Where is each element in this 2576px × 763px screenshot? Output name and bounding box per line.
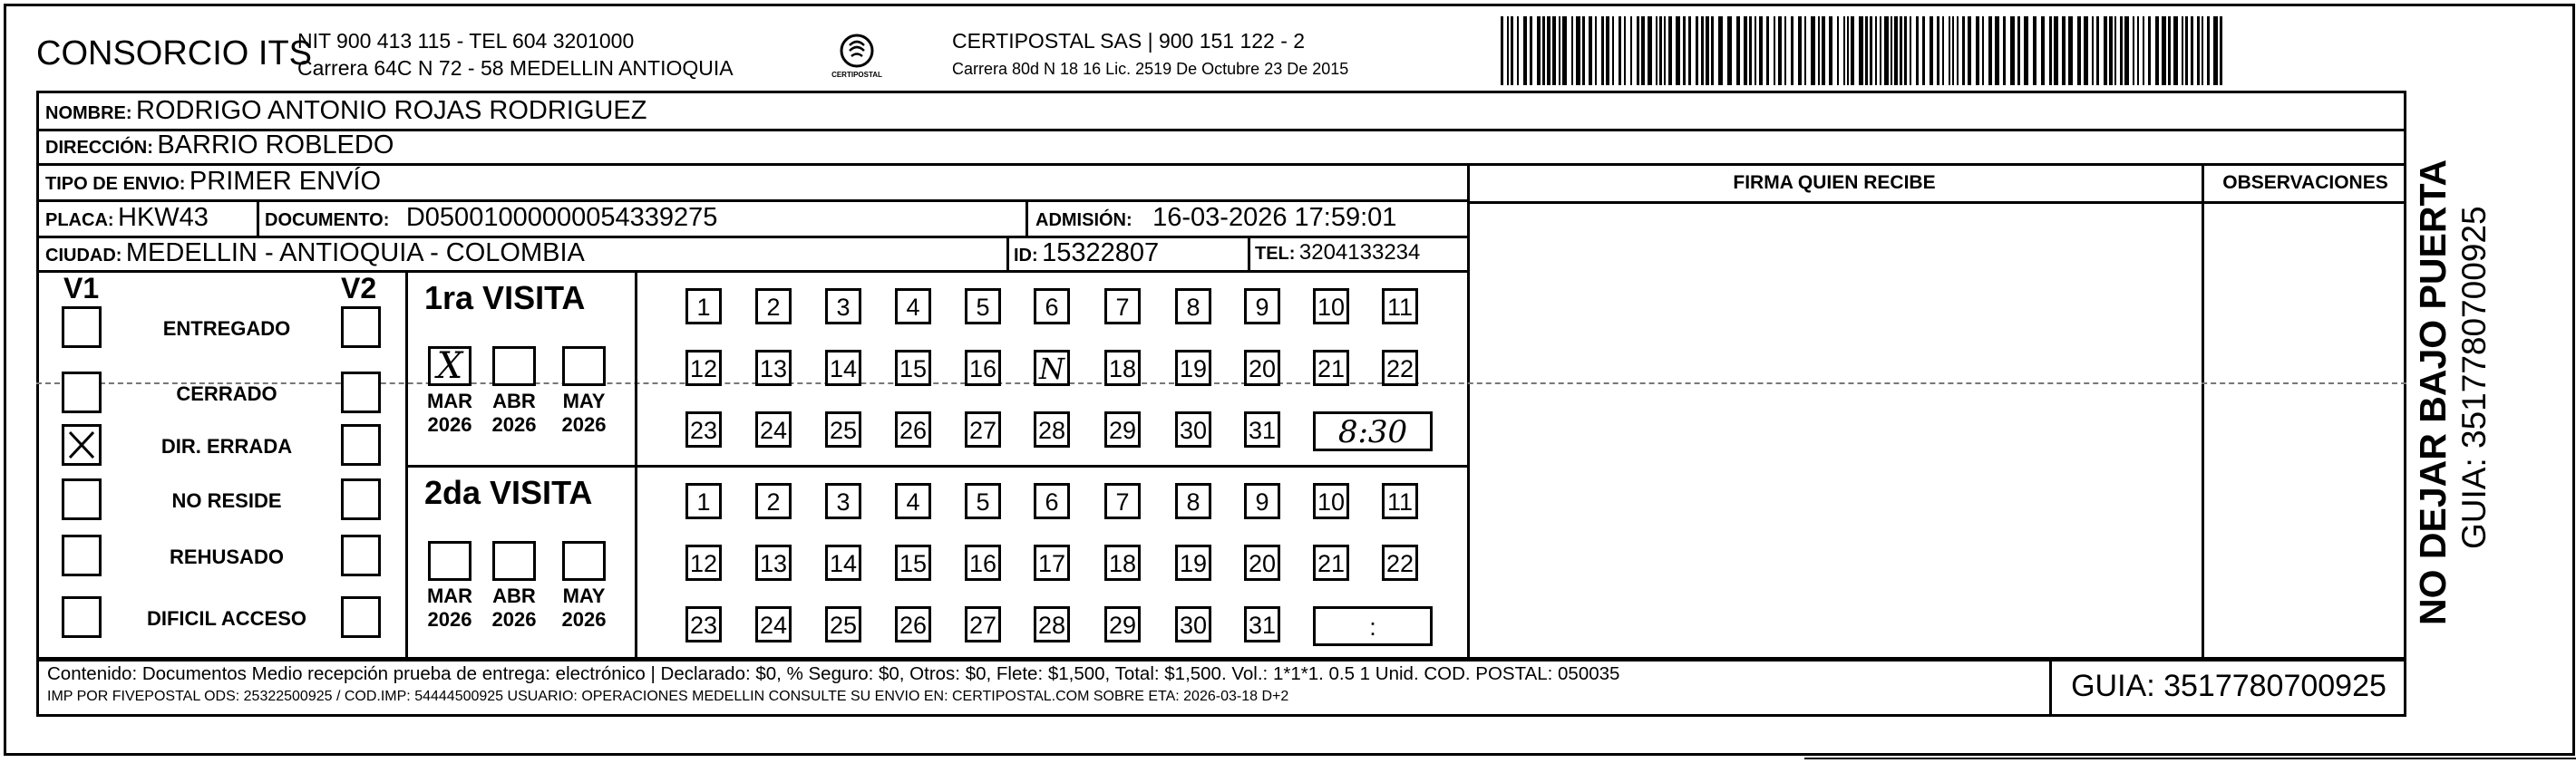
day-box[interactable]: 27 xyxy=(965,411,1001,448)
v1-checkbox[interactable] xyxy=(62,424,102,466)
month-label: MAR 2026 xyxy=(426,390,473,436)
tel-label: TEL: xyxy=(1255,244,1296,264)
day-box[interactable]: 25 xyxy=(825,606,861,642)
company-address: Carrera 64C N 72 - 58 MEDELLIN ANTIOQUIA xyxy=(297,56,734,80)
day-box[interactable]: 4 xyxy=(895,288,931,324)
carrier-line: CERTIPOSTAL SAS | 900 151 122 - 2 xyxy=(952,29,1306,53)
day-box[interactable]: 6 xyxy=(1034,483,1070,519)
day-box[interactable]: 11 xyxy=(1382,288,1418,324)
day-box[interactable]: 29 xyxy=(1104,606,1141,642)
day-box[interactable]: 30 xyxy=(1175,411,1211,448)
v2-checkbox[interactable] xyxy=(341,478,381,520)
day-box[interactable]: 17 xyxy=(1034,545,1070,581)
day-box[interactable]: 19 xyxy=(1175,350,1211,386)
status-label: DIFICIL ACCESO xyxy=(146,607,306,630)
day-box[interactable]: 28 xyxy=(1034,411,1070,448)
month-checkbox[interactable] xyxy=(562,346,606,386)
v1-checkbox[interactable] xyxy=(62,478,102,520)
month-checkbox[interactable] xyxy=(428,541,471,581)
v1-checkbox[interactable] xyxy=(62,596,102,638)
day-box[interactable]: 23 xyxy=(685,411,722,448)
visit-title: 2da VISITA xyxy=(424,474,593,511)
month-label: ABR 2026 xyxy=(491,390,537,436)
status-label: ENTREGADO xyxy=(162,317,291,340)
day-box[interactable]: 7 xyxy=(1104,288,1141,324)
v1-checkbox[interactable] xyxy=(62,306,102,348)
status-label: DIR. ERRADA xyxy=(160,435,293,458)
status-label: CERRADO xyxy=(176,382,277,405)
v2-checkbox[interactable] xyxy=(341,596,381,638)
status-label: REHUSADO xyxy=(170,546,284,568)
status-label: NO RESIDE xyxy=(171,489,282,512)
day-box[interactable]: 26 xyxy=(895,606,931,642)
day-box[interactable]: 21 xyxy=(1313,545,1349,581)
day-box[interactable]: 5 xyxy=(965,483,1001,519)
day-box[interactable]: 14 xyxy=(825,545,861,581)
tipo-envio-value: PRIMER ENVÍO xyxy=(189,167,382,196)
day-box[interactable]: 8 xyxy=(1175,288,1211,324)
tel-value: 3204133234 xyxy=(1298,240,1421,265)
v2-checkbox[interactable] xyxy=(341,306,381,348)
day-box[interactable]: 30 xyxy=(1175,606,1211,642)
placa-value: HKW43 xyxy=(118,203,209,232)
day-box[interactable]: 16 xyxy=(965,545,1001,581)
time-box[interactable]: : xyxy=(1313,606,1433,646)
day-box[interactable]: 7 xyxy=(1104,483,1141,519)
day-box[interactable]: 2 xyxy=(755,288,792,324)
day-box[interactable]: 24 xyxy=(755,606,792,642)
day-box[interactable]: 23 xyxy=(685,606,722,642)
day-box[interactable]: 21 xyxy=(1313,350,1349,386)
month-mark: X xyxy=(436,345,463,387)
day-box[interactable]: 6 xyxy=(1034,288,1070,324)
carrier-address: Carrera 80d N 18 16 Lic. 2519 De Octubre 23 De 2015 xyxy=(952,60,1349,78)
day-box[interactable]: 3 xyxy=(825,288,861,324)
day-box[interactable]: 20 xyxy=(1244,545,1280,581)
id-value: 15322807 xyxy=(1042,238,1160,267)
day-box[interactable]: 1 xyxy=(685,483,722,519)
day-box[interactable]: 4 xyxy=(895,483,931,519)
firma-heading: FIRMA QUIEN RECIBE xyxy=(1733,172,1936,193)
day-box[interactable]: 14 xyxy=(825,350,861,386)
footer-guia: GUIA: 3517780700925 xyxy=(2071,669,2386,703)
day-box[interactable]: 11 xyxy=(1382,483,1418,519)
day-box[interactable]: 10 xyxy=(1313,288,1349,324)
documento-value: D05001000000054339275 xyxy=(405,203,718,232)
v1-checkbox[interactable] xyxy=(62,372,102,413)
imp-text: IMP POR FIVEPOSTAL ODS: 25322500925 / COD.IMP: 54444500925 USUARIO: OPERACIONES MEDELLIN CONSULTE SU ENVIO EN: CERTIPOSTAL.COM SOBRE ETA: 2026-03-18 D+2 xyxy=(47,689,1289,704)
month-checkbox[interactable] xyxy=(492,346,536,386)
v2-checkbox[interactable] xyxy=(341,535,381,576)
day-box[interactable]: 13 xyxy=(755,350,792,386)
month-label: MAY 2026 xyxy=(561,584,607,631)
direccion-value: BARRIO ROBLEDO xyxy=(157,130,394,159)
day-box[interactable]: N xyxy=(1034,350,1070,386)
company-name: CONSORCIO ITS xyxy=(36,34,313,72)
side-warning: NO DEJAR BAJO PUERTA xyxy=(2412,159,2454,625)
placa-label: PLACA: xyxy=(45,210,114,230)
day-box[interactable]: 15 xyxy=(895,545,931,581)
month-checkbox[interactable] xyxy=(562,541,606,581)
v1-checkbox[interactable] xyxy=(62,535,102,576)
day-box[interactable]: 1 xyxy=(685,288,722,324)
day-box[interactable]: 9 xyxy=(1244,483,1280,519)
month-checkbox[interactable] xyxy=(428,346,471,386)
day-box[interactable]: 12 xyxy=(685,545,722,581)
day-box[interactable]: 2 xyxy=(755,483,792,519)
day-box[interactable]: 18 xyxy=(1104,350,1141,386)
v1-heading: V1 xyxy=(63,272,100,304)
ciudad-value: MEDELLIN - ANTIOQUIA - COLOMBIA xyxy=(125,238,585,267)
day-box[interactable]: 27 xyxy=(965,606,1001,642)
contenido-text: Contenido: Documentos Medio recepción prueba de entrega: electrónico | Declarado: $0, % Seguro: $0, Otros: $0, Flete: $1,500, Total: $1,500. Vol.: 1*1*1. 0.5 1 Unid. COD. POSTAL: 050035 xyxy=(47,663,1620,684)
certipostal-logo xyxy=(830,31,884,85)
day-box[interactable]: 28 xyxy=(1034,606,1070,642)
day-box[interactable]: 31 xyxy=(1244,411,1280,448)
day-box[interactable]: 12 xyxy=(685,350,722,386)
day-box[interactable]: 18 xyxy=(1104,545,1141,581)
logo-caption: CERTIPOSTAL xyxy=(831,71,882,79)
month-checkbox[interactable] xyxy=(492,541,536,581)
scan-dash-line xyxy=(36,382,2406,384)
month-label: MAY 2026 xyxy=(561,390,607,436)
day-box[interactable]: 9 xyxy=(1244,288,1280,324)
v2-heading: V2 xyxy=(341,272,377,304)
day-box[interactable]: 16 xyxy=(965,350,1001,386)
nit-line: NIT 900 413 115 - TEL 604 3201000 xyxy=(297,29,635,53)
day-box[interactable]: 22 xyxy=(1382,350,1418,386)
month-label: ABR 2026 xyxy=(491,584,537,631)
v2-checkbox[interactable] xyxy=(341,372,381,413)
day-box[interactable]: 3 xyxy=(825,483,861,519)
direccion-label: DIRECCIÓN: xyxy=(45,138,153,158)
tipo-envio-label: TIPO DE ENVIO: xyxy=(45,174,186,194)
day-box[interactable]: 25 xyxy=(825,411,861,448)
v2-checkbox[interactable] xyxy=(341,424,381,466)
barcode xyxy=(1501,16,2226,85)
ciudad-label: CIUDAD: xyxy=(45,246,122,266)
nombre-value: RODRIGO ANTONIO ROJAS RODRIGUEZ xyxy=(136,96,647,125)
nombre-label: NOMBRE: xyxy=(45,103,132,123)
admision-value: 16-03-2026 17:59:01 xyxy=(1152,203,1397,232)
day-box[interactable]: 31 xyxy=(1244,606,1280,642)
side-guia: GUIA: 3517780700925 xyxy=(2455,206,2493,549)
day-box[interactable]: 10 xyxy=(1313,483,1349,519)
day-box[interactable]: 22 xyxy=(1382,545,1418,581)
visit-title: 1ra VISITA xyxy=(424,279,586,316)
day-box[interactable]: 24 xyxy=(755,411,792,448)
day-box[interactable]: 15 xyxy=(895,350,931,386)
day-box[interactable]: 8 xyxy=(1175,483,1211,519)
day-box[interactable]: 5 xyxy=(965,288,1001,324)
admision-label: ADMISIÓN: xyxy=(1035,210,1132,230)
month-label: MAR 2026 xyxy=(426,584,473,631)
day-box[interactable]: 26 xyxy=(895,411,931,448)
id-label: ID: xyxy=(1014,246,1038,266)
day-box[interactable]: 29 xyxy=(1104,411,1141,448)
time-box[interactable]: 8:30 xyxy=(1313,411,1433,451)
day-box[interactable]: 13 xyxy=(755,545,792,581)
observaciones-heading: OBSERVACIONES xyxy=(2222,172,2388,193)
documento-label: DOCUMENTO: xyxy=(265,210,390,230)
day-box[interactable]: 20 xyxy=(1244,350,1280,386)
day-box[interactable]: 19 xyxy=(1175,545,1211,581)
scan-mark xyxy=(1804,758,2576,759)
